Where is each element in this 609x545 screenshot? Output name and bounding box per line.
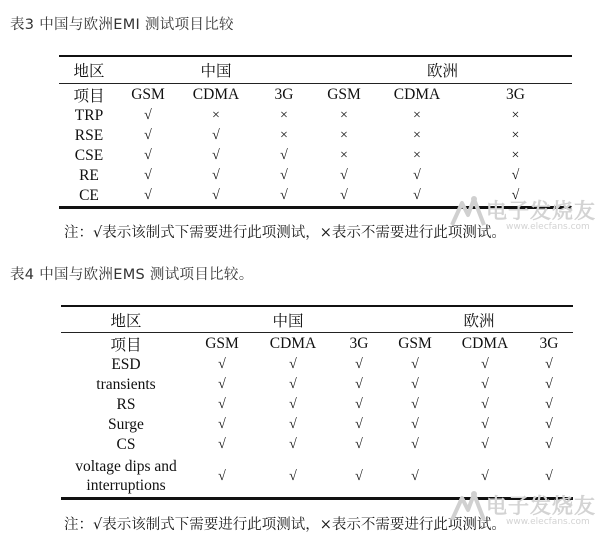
- test-mark: √: [218, 397, 226, 412]
- region-header-row: [59, 56, 572, 84]
- test-mark: √: [413, 168, 421, 183]
- standard-header: GSM: [131, 86, 165, 103]
- region-europe: 欧洲: [313, 56, 572, 84]
- test-mark: √: [289, 397, 297, 412]
- test-mark: √: [280, 148, 288, 163]
- test-mark: ×: [212, 108, 220, 123]
- watermark-text: 电子发烧友: [486, 494, 596, 518]
- test-mark: √: [355, 468, 363, 484]
- table4-caption: 表4 中国与欧洲EMS 测试项目比较。: [10, 267, 254, 283]
- watermark-emblem-icon: [448, 486, 488, 526]
- test-mark: √: [511, 188, 520, 203]
- watermark-logo: [448, 191, 596, 235]
- watermark-url: www.elecfans.com: [506, 517, 590, 527]
- test-mark: ×: [511, 128, 520, 143]
- table3-caption: 表3 中国与欧洲EMI 测试项目比较: [10, 17, 234, 33]
- test-mark: √: [218, 437, 226, 452]
- test-mark: √: [411, 357, 419, 372]
- table-row: [61, 375, 573, 395]
- test-mark: √: [411, 417, 419, 432]
- item-name: CS: [116, 436, 136, 453]
- test-mark: √: [511, 168, 520, 183]
- test-mark: √: [411, 397, 419, 412]
- test-mark: √: [144, 128, 152, 143]
- table-row: [59, 166, 572, 186]
- test-mark: √: [411, 437, 419, 452]
- watermark-logo: [448, 486, 596, 530]
- item-name: RS: [116, 396, 136, 413]
- region-china: 中国: [119, 56, 313, 84]
- standard-header: 3G: [274, 86, 294, 103]
- standard-header: 3G: [506, 86, 525, 103]
- test-mark: √: [218, 417, 226, 432]
- test-mark: ×: [340, 128, 348, 143]
- item-name: RE: [79, 167, 99, 184]
- test-mark: √: [481, 437, 489, 452]
- test-mark: √: [289, 377, 297, 392]
- table-row: [61, 415, 573, 435]
- test-mark: √: [340, 168, 348, 183]
- test-mark: ×: [511, 108, 520, 123]
- test-mark: √: [280, 188, 288, 203]
- test-mark: ×: [340, 108, 348, 123]
- item-name: Surge: [108, 416, 144, 433]
- item-name: [61, 455, 191, 499]
- test-mark: √: [481, 377, 489, 392]
- standard-header: GSM: [398, 335, 432, 352]
- item-name: transients: [96, 376, 156, 393]
- table-row: [61, 355, 573, 375]
- test-mark: √: [413, 188, 421, 203]
- test-mark: ×: [413, 148, 421, 163]
- test-mark: √: [212, 148, 220, 163]
- table-row: [61, 435, 573, 455]
- test-mark: √: [545, 417, 553, 432]
- test-mark: √: [545, 377, 553, 392]
- test-mark: √: [289, 468, 297, 484]
- test-mark: ×: [413, 128, 421, 143]
- item-name-line: interruptions: [86, 477, 166, 494]
- standard-header: 3G: [539, 335, 559, 352]
- test-mark: √: [218, 468, 226, 484]
- item-name: ESD: [111, 356, 141, 373]
- faded-text-fragment: [186, 291, 446, 299]
- standard-header: GSM: [205, 335, 239, 352]
- test-mark: √: [545, 437, 553, 452]
- test-mark: √: [355, 377, 363, 392]
- test-mark: ×: [413, 108, 421, 123]
- test-mark: √: [144, 108, 152, 123]
- test-mark: √: [355, 417, 363, 432]
- table-row: [61, 395, 573, 415]
- test-mark: √: [545, 468, 553, 484]
- test-mark: √: [144, 188, 152, 203]
- test-mark: √: [481, 357, 489, 372]
- table-row: [59, 106, 572, 126]
- test-mark: √: [289, 437, 297, 452]
- table3-footnote: 注：√表示该制式下需要进行此项测试，×表示不需要进行此项测试。: [64, 225, 506, 241]
- region-label: 地区: [59, 56, 119, 84]
- standard-header: CDMA: [269, 335, 317, 352]
- test-mark: √: [481, 417, 489, 432]
- item-name-line: voltage dips and: [75, 458, 177, 475]
- table-row: [59, 126, 572, 146]
- item-name: TRP: [74, 107, 104, 124]
- test-mark: √: [218, 357, 226, 372]
- standards-header-row: [61, 333, 573, 356]
- test-mark: √: [545, 357, 553, 372]
- test-mark: √: [280, 168, 288, 183]
- watermark-url: www.elecfans.com: [506, 222, 590, 232]
- test-mark: √: [212, 168, 220, 183]
- test-mark: √: [144, 168, 152, 183]
- standard-header: CDMA: [461, 335, 509, 352]
- region-china: 中国: [191, 306, 385, 333]
- region-label: 地区: [61, 306, 191, 333]
- watermark-text: 电子发烧友: [486, 199, 596, 223]
- test-mark: √: [411, 468, 419, 484]
- watermark-emblem-icon: [448, 191, 488, 231]
- table4-footnote: 注：√表示该制式下需要进行此项测试，×表示不需要进行此项测试。: [64, 517, 506, 533]
- test-mark: ×: [280, 128, 288, 143]
- test-mark: √: [355, 397, 363, 412]
- test-mark: ×: [511, 148, 520, 163]
- standard-header: CDMA: [393, 86, 441, 103]
- standard-header: GSM: [327, 86, 361, 103]
- ems-comparison-table: [61, 305, 573, 500]
- standard-header: CDMA: [192, 86, 240, 103]
- test-mark: ×: [280, 108, 288, 123]
- test-mark: √: [212, 128, 220, 143]
- test-mark: √: [289, 357, 297, 372]
- region-europe: 欧洲: [385, 306, 573, 333]
- item-name: CSE: [74, 147, 104, 164]
- region-header-row: [61, 306, 573, 333]
- test-mark: √: [289, 417, 297, 432]
- table-row: [59, 146, 572, 166]
- test-mark: √: [144, 148, 152, 163]
- test-mark: √: [481, 468, 489, 484]
- item-name: RSE: [74, 127, 104, 144]
- test-mark: √: [355, 437, 363, 452]
- test-mark: √: [545, 397, 553, 412]
- test-mark: √: [212, 188, 220, 203]
- test-mark: √: [218, 377, 226, 392]
- test-mark: √: [411, 377, 419, 392]
- test-mark: √: [481, 397, 489, 412]
- item-name: CE: [79, 187, 99, 204]
- standards-header-row: [59, 84, 572, 107]
- item-label: 项目: [110, 337, 142, 354]
- emi-comparison-table: [59, 55, 572, 209]
- item-label: 项目: [73, 88, 105, 105]
- test-mark: √: [355, 357, 363, 372]
- test-mark: ×: [340, 148, 348, 163]
- test-mark: √: [340, 188, 348, 203]
- standard-header: 3G: [349, 335, 369, 352]
